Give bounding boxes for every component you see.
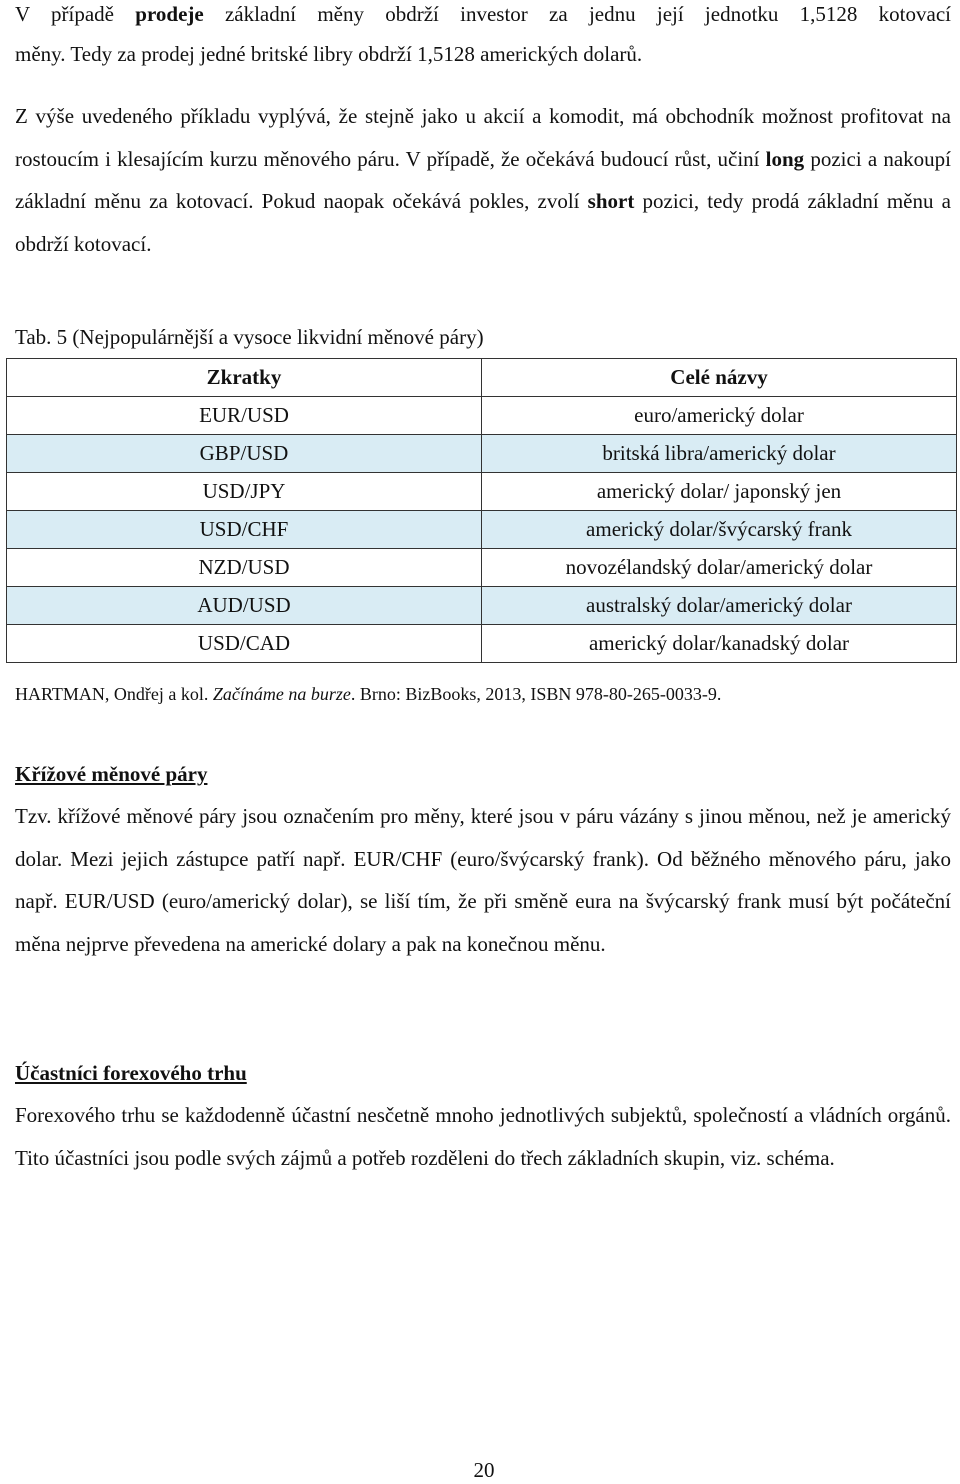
pair-name: americký dolar/ japonský jen xyxy=(482,473,957,511)
pair-name: americký dolar/kanadský dolar xyxy=(482,625,957,663)
table-row xyxy=(7,549,957,587)
bold-long: long xyxy=(765,146,805,171)
pair-name: americký dolar/švýcarský frank xyxy=(482,511,957,549)
table-header-row xyxy=(7,359,957,397)
pair-name: australský dolar/americký dolar xyxy=(482,587,957,625)
bold-short: short xyxy=(587,189,635,214)
long-short-paragraph: Z výše uvedeného příkladu vyplývá, že stejně jako u akcií a komodit, má obchodník možnost profitovat na rostoucím i klesajícím kurzu měnového páru. V případě, že očekává budoucí růst, učiní long pozici a nakoupí základní měnu za kotovací. Pokud naopak očekává pokles, zvolí short pozici, tedy prodá základní měnu a obdrží kotovací. xyxy=(15,104,951,257)
table-row xyxy=(7,473,957,511)
table-row xyxy=(7,587,957,625)
source-title: Začínáme na burze xyxy=(212,684,351,704)
table-caption: Tab. 5 (Nejpopulárnější a vysoce likvidní měnové páry) xyxy=(15,325,484,349)
table-row xyxy=(7,397,957,435)
bold-prodeje: prodeje xyxy=(135,2,204,26)
pair-code: GBP/USD xyxy=(7,435,482,473)
pair-code: NZD/USD xyxy=(7,549,482,587)
cross-pairs-paragraph: Tzv. křížové měnové páry jsou označením pro měny, které jsou v páru vázány s jinou měnou, než je americký dolar. Mezi jejich zástupce patří např. EUR/CHF (euro/švýcarský frank). Od běžného měnového páru, jako např. EUR/USD (euro/americký dolar), se liší tím, že při směně eura na švýcarský frank musí být počáteční měna nejprve převedena na americké dolary a pak na konečnou měnu. xyxy=(15,804,951,957)
currency-pairs-table xyxy=(6,358,957,663)
pair-code: USD/JPY xyxy=(7,473,482,511)
participants-paragraph: Forexového trhu se každodenně účastní nesčetně mnoho jednotlivých subjektů, společností a vládních orgánů. Tito účastníci jsou podle svých zájmů a potřeb rozděleni do třech základních skupin, viz. schéma. xyxy=(15,1103,951,1170)
pair-code: AUD/USD xyxy=(7,587,482,625)
table-row xyxy=(7,625,957,663)
pair-name: euro/americký dolar xyxy=(482,397,957,435)
pair-code: USD/CHF xyxy=(7,511,482,549)
intro-line-2: měny. Tedy za prodej jedné britské libry obdrží 1,5128 amerických dolarů. xyxy=(15,42,643,66)
table-row xyxy=(7,435,957,473)
header-full-names: Celé názvy xyxy=(482,359,957,397)
pair-name: britská libra/americký dolar xyxy=(482,435,957,473)
page-number: 20 xyxy=(473,1458,495,1482)
section-heading-participants: Účastníci forexového trhu xyxy=(15,1061,247,1085)
pair-code: USD/CAD xyxy=(7,625,482,663)
intro-paragraph xyxy=(15,0,951,74)
section-heading-cross-pairs: Křížové měnové páry xyxy=(15,762,208,786)
header-abbreviations: Zkratky xyxy=(7,359,482,397)
intro-line-1: V případě prodeje základní měny obdrží investor za jednu její jednotku 1,5128 kotovací xyxy=(15,2,951,26)
pair-code: EUR/USD xyxy=(7,397,482,435)
pair-name: novozélandský dolar/americký dolar xyxy=(482,549,957,587)
table-source: HARTMAN, Ondřej a kol. Začínáme na burze. Brno: BizBooks, 2013, ISBN 978-80-265-0033-9. xyxy=(15,684,722,704)
table-row xyxy=(7,511,957,549)
